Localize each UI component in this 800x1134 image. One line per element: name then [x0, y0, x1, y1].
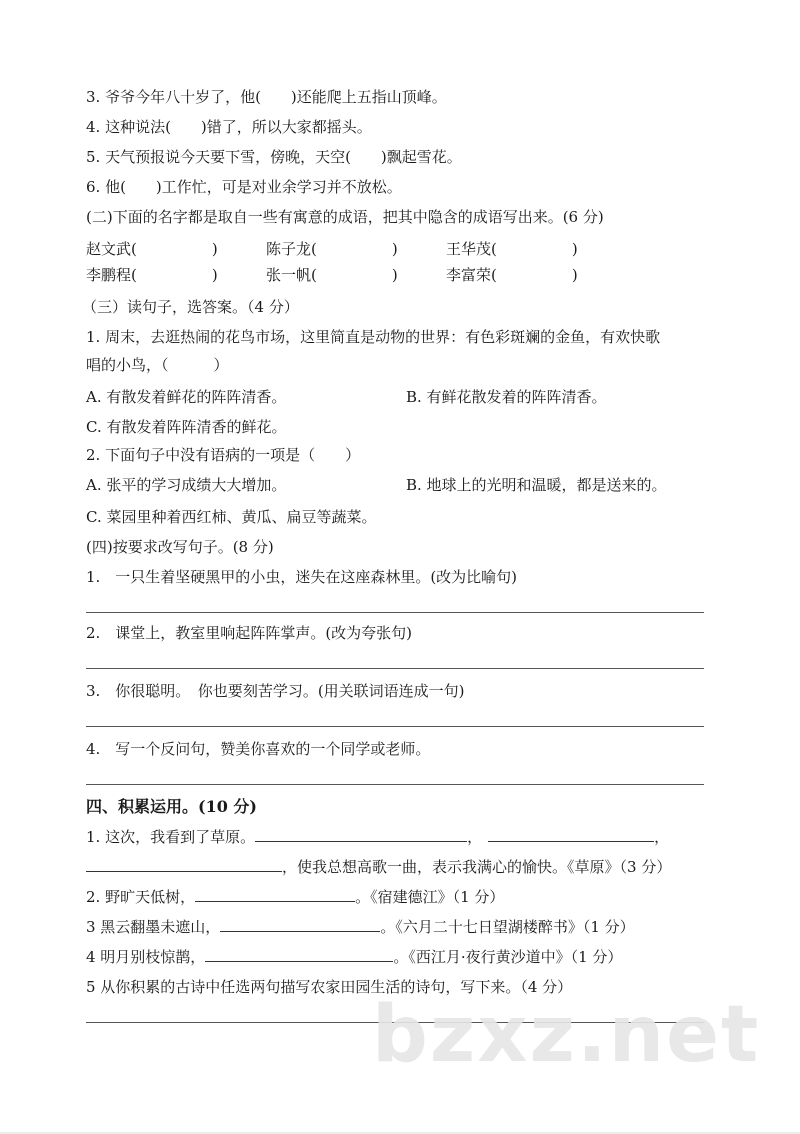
name-item: 陈子龙( ) — [266, 240, 398, 258]
name-item: 李富荣( ) — [446, 266, 578, 284]
fill-blank — [488, 827, 654, 842]
name-item: 张一帆( ) — [266, 266, 398, 284]
option-b: B. 地球上的光明和温暖，都是送来的。 — [406, 476, 667, 494]
fill-prefix: 3 黑云翻墨未遮山， — [86, 918, 221, 936]
section-heading: （三）读句子，选答案。（4 分） — [82, 298, 299, 316]
fill-prefix: 2. 野旷天低树， — [86, 888, 196, 906]
question-item: 3. 爷爷今年八十岁了，他( )还能爬上五指山顶峰。 — [86, 88, 447, 106]
fill-blank — [195, 887, 355, 902]
fill-blank — [86, 857, 282, 872]
answer-line — [86, 612, 704, 613]
question-stem: 1. 周末，去逛热闹的花鸟市场，这里简直是动物的世界：有色彩斑斓的金鱼，有欢快歌 — [86, 328, 661, 346]
section-heading: (二)下面的名字都是取自一些有寓意的成语，把其中隐含的成语写出来。(6 分) — [86, 208, 604, 226]
fill-prefix: 1. 这次，我看到了草原。 — [86, 828, 256, 846]
answer-line — [86, 726, 704, 727]
option-a: A. 张平的学习成绩大大增加。 — [86, 476, 287, 494]
option-a: A. 有散发着鲜花的阵阵清香。 — [86, 388, 287, 406]
fill-suffix: 。《西江月·夜行黄沙道中》（1 分） — [393, 948, 623, 966]
question-stem: 唱的小鸟，（ ） — [86, 356, 229, 374]
fill-comma: ， — [654, 828, 670, 846]
option-b: B. 有鲜花散发着的阵阵清香。 — [406, 388, 607, 406]
fill-blank — [220, 917, 380, 932]
fill-suffix: 。《六月二十七日望湖楼醉书》（1 分） — [380, 918, 635, 936]
option-c: C. 菜园里种着西红柿、黄瓜、扁豆等蔬菜。 — [86, 508, 377, 526]
fill-blank — [255, 827, 467, 842]
option-c: C. 有散发着阵阵清香的鲜花。 — [86, 418, 287, 436]
rewrite-item: 2. 课堂上，教室里响起阵阵掌声。(改为夸张句) — [86, 624, 413, 642]
fill-prefix: 4 明月别枝惊鹊， — [86, 948, 206, 966]
name-item: 赵文武( ) — [86, 240, 218, 258]
section-heading: (四)按要求改写句子。(8 分) — [86, 538, 274, 556]
fill-suffix: 。《宿建德江》（1 分） — [355, 888, 505, 906]
rewrite-item: 4. 写一个反问句，赞美你喜欢的一个同学或老师。 — [86, 740, 431, 758]
answer-line — [86, 784, 704, 785]
part-heading: 四、积累运用。(10 分) — [86, 797, 257, 816]
question-item: 5 从你积累的古诗中任选两句描写农家田园生活的诗句，写下来。（4 分） — [86, 978, 573, 996]
question-stem: 2. 下面句子中没有语病的一项是（ ） — [86, 446, 361, 464]
name-item: 李鹏程( ) — [86, 266, 218, 284]
question-item: 5. 天气预报说今天要下雪，傍晚，天空( )飘起雪花。 — [86, 148, 462, 166]
rewrite-item: 3. 你很聪明。 你也要刻苦学习。(用关联词语连成一句) — [86, 682, 465, 700]
question-item: 6. 他( )工作忙，可是对业余学习并不放松。 — [86, 178, 402, 196]
watermark-text: bzxz.net — [372, 990, 761, 1080]
question-item: 4. 这种说法( )错了，所以大家都摇头。 — [86, 118, 372, 136]
rewrite-item: 1. 一只生着坚硬黑甲的小虫，迷失在这座森林里。(改为比喻句) — [86, 568, 518, 586]
fill-suffix: ，使我总想高歌一曲，表示我满心的愉快。《草原》（3 分） — [282, 858, 672, 876]
fill-comma: ， — [467, 828, 483, 846]
answer-line — [86, 1022, 704, 1023]
answer-line — [86, 668, 704, 669]
name-item: 王华茂( ) — [446, 240, 578, 258]
fill-blank — [205, 947, 393, 962]
